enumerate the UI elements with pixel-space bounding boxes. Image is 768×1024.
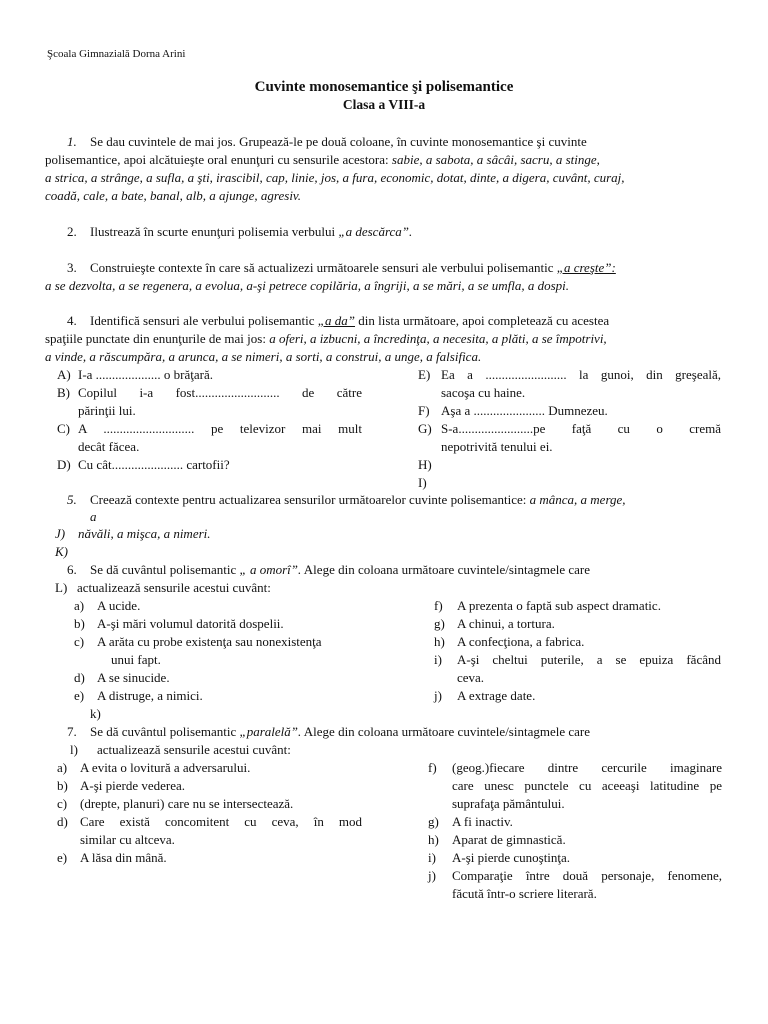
- q7-item-f-cont: care unesc punctele cu aceeaşi latitudine pe: [452, 778, 722, 793]
- q4-line2: spaţiile punctate din enunţurile de mai jos: a oferi, a izbucni, a încredinţa, a necesita, a plăti, a se împotrivi,: [45, 331, 607, 346]
- q7-number: 7.: [67, 724, 77, 739]
- q7-item-h: Aparat de gimnastică.: [452, 832, 566, 847]
- q5-label-k: K): [55, 544, 68, 559]
- q7-label-l: l): [70, 742, 78, 757]
- q2-text: Ilustrează în scurte enunţuri polisemia verbului „a descărca”.: [90, 224, 413, 239]
- q6-label-i: i): [434, 652, 442, 667]
- q7-label-h: h): [428, 832, 439, 847]
- q7-item-f: (geog.)fiecare dintre cercurile imaginare: [452, 760, 722, 775]
- q4-number: 4.: [67, 313, 77, 328]
- q7-label-e: e): [57, 850, 68, 865]
- q7-item-f-cont2: suprafaţa pământului.: [452, 796, 565, 811]
- q6-label-l: L): [55, 580, 68, 595]
- q4-item-e-cont: sacoşa cu haine.: [441, 385, 526, 400]
- q7-item-d: Care există concomitent cu ceva, în mod: [80, 814, 362, 829]
- q6-label-e: e): [74, 688, 85, 703]
- q7-text: Se dă cuvântul polisemantic „paralelă”. Alege din coloana următoare cuvintele/sintagmele care: [90, 724, 591, 739]
- q6-label-h: h): [434, 634, 445, 649]
- page-title: Cuvinte monosemantice şi polisemantice: [254, 79, 514, 95]
- q7-line2: actualizează sensurile acestui cuvânt:: [97, 742, 291, 757]
- q7-label-g: g): [428, 814, 439, 829]
- q6-item-e: A distruge, a nimici.: [97, 688, 203, 703]
- q6-item-j: A extrage date.: [457, 688, 536, 703]
- q4-line3: a vinde, a răscumpăra, a arunca, a se nimeri, a sorti, a construi, a unge, a falsifica.: [45, 349, 482, 364]
- q4-label-d: D): [57, 457, 71, 472]
- q4-label-a: A): [57, 367, 71, 382]
- q4-label-h: H): [418, 457, 432, 472]
- q4-item-g: S-a.......................pe faţă cu o cremă: [441, 421, 721, 436]
- q4-label-e: E): [418, 367, 431, 382]
- q6-item-d: A se sinucide.: [97, 670, 170, 685]
- q6-item-f: A prezenta o faptă sub aspect dramatic.: [457, 598, 661, 613]
- q1-line4: coadă, cale, a bate, banal, alb, a ajunge, agresiv.: [45, 188, 301, 203]
- q7-label-c: c): [57, 796, 68, 811]
- q1-number: 1.: [67, 134, 77, 149]
- q6-number: 6.: [67, 562, 77, 577]
- q6-text: Se dă cuvântul polisemantic „ a omorî”. Alege din coloana următoare cuvintele/sintagmele care: [90, 562, 591, 577]
- q6-item-i: A-şi cheltui puterile, a se epuiza făcând: [457, 652, 721, 667]
- q4-label-f: F): [418, 403, 430, 418]
- q7-item-j: Comparaţie între două personaje, fenomene,: [452, 868, 722, 883]
- q6-label-b: b): [74, 616, 85, 631]
- q7-item-d-cont: similar cu altceva.: [80, 832, 175, 847]
- q4-label-b: B): [57, 385, 70, 400]
- page-subtitle: Clasa a VIII-a: [342, 97, 426, 112]
- q7-item-a: A evita o lovitură a adversarului.: [80, 760, 251, 775]
- q4-item-f: Aşa a ...................... Dumnezeu.: [441, 403, 608, 418]
- q6-label-d: d): [74, 670, 85, 685]
- q6-label-c: c): [74, 634, 85, 649]
- q6-label-a: a): [74, 598, 85, 613]
- school-name: Şcoala Gimnazială Dorna Arini: [47, 48, 186, 60]
- q5-label-j: J): [55, 526, 66, 541]
- q4-label-c: C): [57, 421, 70, 436]
- q4-item-e: Ea a ......................... la gunoi, din greşeală,: [441, 367, 721, 382]
- q4-label-g: G): [418, 421, 432, 436]
- q7-item-g: A fi inactiv.: [452, 814, 513, 829]
- q7-label-i: i): [428, 850, 436, 865]
- q4-item-a: I-a .................... o brăţară.: [78, 367, 214, 382]
- q6-label-g: g): [434, 616, 445, 631]
- q7-label-f: f): [428, 760, 437, 775]
- q3-line2: a se dezvolta, a se regenera, a evolua, a-şi petrece copilăria, a îngriji, a se mări, a se umfla, a dospi.: [45, 278, 570, 293]
- q1-line3: a strica, a strânge, a sufla, a şti, irascibil, cap, linie, jos, a fura, economic, dotat, dinte, a digera, cuvânt, curaj,: [45, 170, 625, 185]
- q2-number: 2.: [67, 224, 77, 239]
- q7-label-d: d): [57, 814, 68, 829]
- q4-item-b-cont: părinţii lui.: [78, 403, 136, 418]
- q5-text: Creează contexte pentru actualizarea sensurilor următoarelor cuvinte polisemantice: a mânca, a merge,: [90, 492, 626, 507]
- q7-label-j: j): [428, 868, 436, 883]
- q4-item-c: A ............................ pe televizor mai mult: [78, 421, 362, 436]
- q7-label-a: a): [57, 760, 68, 775]
- q4-line1: Identifică sensuri ale verbului polisemantic „a da” din lista următoare, apoi completează cu acestea: [90, 313, 610, 328]
- q5-words2: năvăli, a mişca, a nimeri.: [78, 526, 211, 541]
- q6-item-g: A chinui, a tortura.: [457, 616, 555, 631]
- q6-label-j: j): [434, 688, 442, 703]
- q7-label-b: b): [57, 778, 68, 793]
- q6-label-k: k): [90, 706, 101, 721]
- q7-item-e: A lăsa din mână.: [80, 850, 167, 865]
- q7-item-j-cont: făcută într-o scriere literară.: [452, 886, 597, 901]
- q6-item-i-cont: ceva.: [457, 670, 485, 685]
- q4-item-b: Copilul i-a fost.......................... de către: [78, 385, 362, 400]
- q6-item-a: A ucide.: [97, 598, 141, 613]
- q4-item-g-cont: nepotrivită tenului ei.: [441, 439, 553, 454]
- q7-item-b: A-şi pierde vederea.: [80, 778, 186, 793]
- q5-number: 5.: [67, 492, 77, 507]
- q3-text: Construieşte contexte în care să actualizezi următoarele sensuri ale verbului polisemantic „a creşte”:: [90, 260, 616, 275]
- q6-item-c-cont: unui fapt.: [111, 652, 161, 667]
- q4-item-d: Cu cât...................... cartofii?: [78, 457, 230, 472]
- q6-item-b: A-şi mări volumul datorită dospelii.: [97, 616, 284, 631]
- q3-number: 3.: [67, 260, 77, 275]
- q6-item-h: A confecţiona, a fabrica.: [457, 634, 585, 649]
- q6-item-c: A arăta cu probe existenţa sau nonexistenţa: [97, 634, 322, 649]
- q1-line1: Se dau cuvintele de mai jos. Grupează-le pe două coloane, în cuvinte monosemantice şi cuvinte: [90, 134, 587, 149]
- q7-item-c: (drepte, planuri) care nu se intersectează.: [80, 796, 294, 811]
- q6-line2: actualizează sensurile acestui cuvânt:: [77, 580, 271, 595]
- q1-line2: polisemantice, apoi alcătuieşte oral enunţuri cu sensurile acestora: sabie, a sabota, a sâcâi, sacru, a stinge,: [45, 152, 600, 167]
- q4-label-i: I): [418, 475, 427, 490]
- q7-item-i: A-şi pierde cunoştinţa.: [452, 850, 571, 865]
- q6-label-f: f): [434, 598, 443, 613]
- q4-item-c-cont: decât făcea.: [78, 439, 140, 454]
- q5-words-cont: a: [90, 509, 97, 524]
